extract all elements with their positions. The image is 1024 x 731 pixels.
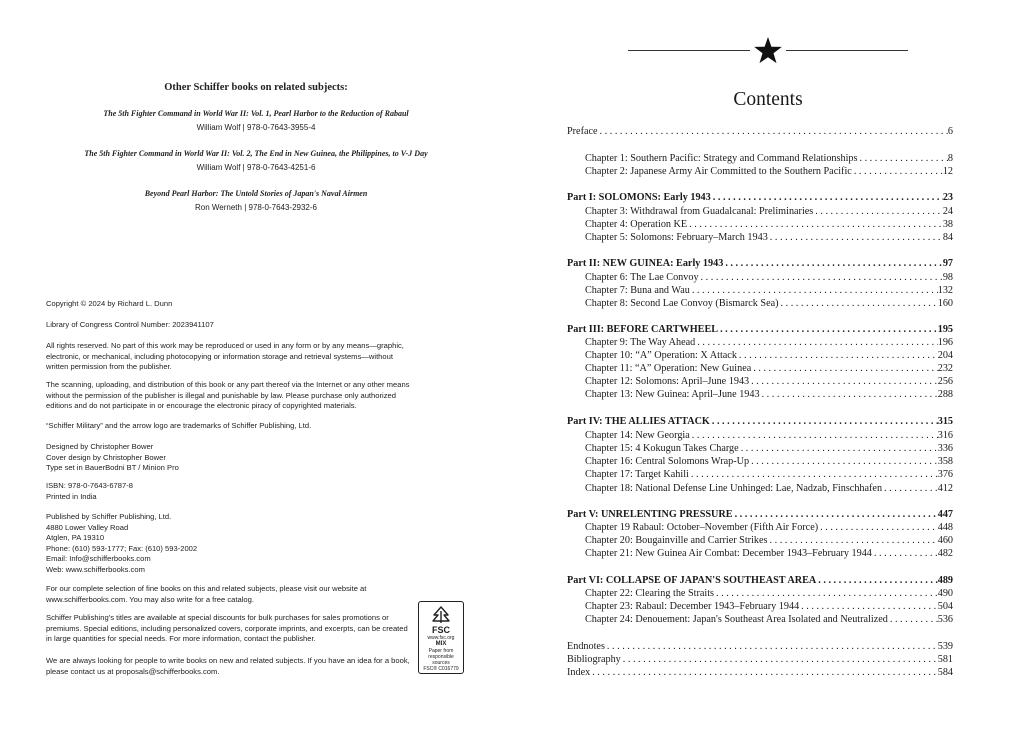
toc-chapter-entry[interactable] bbox=[585, 297, 953, 310]
toc-chapter-entry[interactable] bbox=[585, 388, 953, 401]
toc-chapter-entry[interactable] bbox=[585, 521, 953, 534]
toc-entry-title: Part III: BEFORE CARTWHEEL bbox=[567, 324, 719, 335]
isbn-line: ISBN: 978-0-7643-6787-8 bbox=[46, 481, 133, 490]
toc-entry-title: Chapter 13: New Guinea: April–June 1943 bbox=[585, 389, 760, 400]
rights-text: All rights reserved. No part of this work may be reproduced or used in any form or by any means—graphic, electronic, or mechanical, including photocopying or information storage and retrieval systems—without written permission from the publisher. bbox=[46, 341, 404, 372]
contents-title: Contents bbox=[733, 89, 803, 110]
toc-chapter-entry[interactable] bbox=[585, 429, 953, 442]
toc-entry-page: 256 bbox=[937, 376, 953, 387]
fsc-url: www.fsc.org bbox=[427, 635, 455, 641]
toc-entry-title: Chapter 6: The Lae Convoy bbox=[585, 272, 699, 283]
toc-entry-page: 490 bbox=[937, 588, 953, 599]
toc-leader-dots bbox=[711, 191, 943, 204]
toc-entry-title: Chapter 10: “A” Operation: X Attack bbox=[585, 350, 737, 361]
toc-entry[interactable] bbox=[567, 125, 953, 138]
toc-entry-title: Chapter 23: Rabaul: December 1943–February 1944 bbox=[585, 601, 800, 612]
toc-chapter-entry[interactable] bbox=[585, 349, 953, 362]
toc-entry-title: Chapter 24: Denouement: Japan's Southeast Area Isolated and Neutralized bbox=[585, 614, 888, 625]
toc-chapter-entry[interactable] bbox=[585, 362, 953, 375]
toc-leader-dots bbox=[779, 297, 938, 310]
toc-chapter-entry[interactable] bbox=[585, 205, 953, 218]
toc-leader-dots bbox=[710, 415, 938, 428]
toc-entry-page: 288 bbox=[937, 389, 953, 400]
publisher-block bbox=[46, 512, 412, 576]
toc-entry-page: 336 bbox=[937, 443, 953, 454]
toc-leader-dots bbox=[621, 653, 938, 666]
toc-entry-page: 8 bbox=[947, 153, 953, 164]
related-book-title: Beyond Pearl Harbor: The Untold Stories of Japan's Naval Airmen bbox=[144, 189, 368, 198]
toc-leader-dots bbox=[598, 125, 948, 138]
printed-in-line: Printed in India bbox=[46, 491, 97, 501]
toc-entry-title: Chapter 20: Bougainville and Carrier Strikes bbox=[585, 535, 768, 546]
toc-part-entry[interactable] bbox=[567, 574, 953, 587]
design-credits bbox=[46, 442, 412, 474]
toc-entry-title: Chapter 17: Target Kahili bbox=[585, 469, 689, 480]
toc-entry-title: Chapter 15: 4 Kokugun Takes Charge bbox=[585, 443, 739, 454]
toc-entry-title: Chapter 5: Solomons: February–March 1943 bbox=[585, 232, 768, 243]
toc-entry-page: 23 bbox=[942, 192, 953, 203]
toc-entry-title: Chapter 18: National Defense Line Unhinged: Lae, Nadzab, Finschhafen bbox=[585, 483, 883, 494]
toc-chapter-entry[interactable] bbox=[585, 375, 953, 388]
toc-entry-page: 460 bbox=[937, 535, 953, 546]
toc-chapter-entry[interactable] bbox=[585, 336, 953, 349]
toc-entry-title: Chapter 16: Central Solomons Wrap-Up bbox=[585, 456, 750, 467]
toc-chapter-entry[interactable] bbox=[585, 442, 953, 455]
lccn-block bbox=[46, 320, 412, 331]
publisher-line: Published by Schiffer Publishing, Ltd. bbox=[46, 512, 172, 521]
related-book bbox=[0, 108, 512, 134]
toc-entry-page: 204 bbox=[937, 350, 953, 361]
toc-entry-page: 358 bbox=[937, 456, 953, 467]
toc-leader-dots bbox=[737, 349, 938, 362]
toc-entry-title: Part VI: COLLAPSE OF JAPAN'S SOUTHEAST AREA bbox=[567, 575, 817, 586]
trademark-paragraph bbox=[46, 421, 412, 432]
toc-leader-dots bbox=[749, 455, 938, 468]
toc-leader-dots bbox=[695, 336, 937, 349]
toc-entry-title: Chapter 9: The Way Ahead bbox=[585, 337, 696, 348]
related-book-author-isbn: William Wolf | 978-0-7643-4251-6 bbox=[196, 163, 316, 172]
toc-entry-title: Chapter 21: New Guinea Air Combat: December 1943–February 1944 bbox=[585, 548, 872, 559]
toc-leader-dots bbox=[690, 284, 938, 297]
toc-chapter-entry[interactable] bbox=[585, 534, 953, 547]
trademark-text: “Schiffer Military” and the arrow logo are trademarks of Schiffer Publishing, Ltd. bbox=[46, 421, 312, 430]
publisher-line: Atglen, PA 19310 bbox=[46, 533, 105, 543]
toc-entry-title: Part I: SOLOMONS: Early 1943 bbox=[567, 192, 711, 203]
design-credit-line: Designed by Christopher Bower bbox=[46, 442, 154, 451]
toc-entry-title: Part V: UNRELENTING PRESSURE bbox=[567, 509, 733, 520]
design-credit-line: Cover design by Christopher Bower bbox=[46, 452, 166, 462]
toc-entry-page: 316 bbox=[937, 430, 953, 441]
fsc-code: FSC® C016779 bbox=[423, 666, 459, 672]
piracy-text: The scanning, uploading, and distribution of this book or any part thereof via the Internet or any other means without the permission of the publisher is illegal and punishable by law. Please purchase only authorized editions and do not participate in or encourage the electronic piracy of copyrighted materials. bbox=[46, 380, 410, 411]
toc-entry[interactable] bbox=[567, 640, 953, 653]
toc-entry-title: Bibliography bbox=[567, 654, 621, 665]
copyright-notice bbox=[46, 299, 412, 310]
toc-entry-title: Part II: NEW GUINEA: Early 1943 bbox=[567, 258, 724, 269]
toc-entry-title: Chapter 14: New Georgia bbox=[585, 430, 690, 441]
toc-entry-title: Chapter 2: Japanese Army Air Committed to the Southern Pacific bbox=[585, 166, 852, 177]
publisher-line: Email: Info@schifferbooks.com bbox=[46, 554, 151, 564]
selection-text: For our complete selection of fine books on this and related subjects, please visit our website at www.schifferbooks.com. You may also write for a free catalog. bbox=[46, 584, 367, 604]
toc-part-entry[interactable] bbox=[567, 415, 953, 428]
fsc-logo bbox=[418, 601, 464, 674]
toc-entry-page: 536 bbox=[937, 614, 953, 625]
publisher-line: 4880 Lower Valley Road bbox=[46, 522, 129, 532]
toc-entry-page: 195 bbox=[937, 324, 953, 335]
toc-leader-dots bbox=[818, 521, 938, 534]
toc-leader-dots bbox=[733, 508, 938, 521]
fsc-tree-icon bbox=[431, 606, 451, 624]
toc-entry-title: Chapter 3: Withdrawal from Guadalcanal: Preliminaries bbox=[585, 206, 814, 217]
toc-chapter-entry[interactable] bbox=[585, 152, 953, 165]
toc-chapter-entry[interactable] bbox=[585, 468, 953, 481]
fsc-responsible: responsible sources bbox=[428, 654, 454, 666]
toc-leader-dots bbox=[888, 613, 938, 626]
toc-entry-title: Endnotes bbox=[567, 641, 605, 652]
related-book-title: The 5th Fighter Command in World War II: Vol. 1, Pearl Harbor to the Reduction of Rabaul bbox=[103, 109, 409, 118]
toc-chapter-entry[interactable] bbox=[585, 271, 953, 284]
toc-entry-page: 12 bbox=[942, 166, 953, 177]
toc-part-entry[interactable] bbox=[567, 257, 953, 270]
toc-leader-dots bbox=[699, 271, 943, 284]
related-book-title: The 5th Fighter Command in World War II: Vol. 2, The End in New Guinea, the Philippines, to V-J Day bbox=[84, 149, 428, 158]
toc-chapter-entry[interactable] bbox=[585, 482, 953, 495]
piracy-paragraph bbox=[46, 380, 412, 412]
toc-entry-page: 232 bbox=[937, 363, 953, 374]
toc-entry[interactable] bbox=[567, 666, 953, 679]
toc-entry-title: Chapter 22: Clearing the Straits bbox=[585, 588, 715, 599]
toc-entry-title: Preface bbox=[567, 126, 598, 137]
toc-chapter-entry[interactable] bbox=[585, 613, 953, 626]
toc-entry-page: 489 bbox=[937, 575, 953, 586]
toc-entry-page: 376 bbox=[937, 469, 953, 480]
fsc-paper-from: Paper from bbox=[428, 648, 454, 654]
toc-entry-title: Chapter 1: Southern Pacific: Strategy and Command Relationships bbox=[585, 153, 858, 164]
toc-leader-dots bbox=[590, 666, 938, 679]
toc-leader-dots bbox=[714, 587, 938, 600]
toc-chapter-entry[interactable] bbox=[585, 455, 953, 468]
toc-entry-page: 581 bbox=[937, 654, 953, 665]
toc-leader-dots bbox=[690, 429, 938, 442]
specials-paragraph bbox=[46, 613, 412, 645]
toc-chapter-entry[interactable] bbox=[585, 284, 953, 297]
toc-chapter-entry[interactable] bbox=[585, 165, 953, 178]
toc-leader-dots bbox=[872, 547, 938, 560]
toc-entry-page: 97 bbox=[942, 258, 953, 269]
toc-entry-title: Index bbox=[567, 667, 591, 678]
toc-part-entry[interactable] bbox=[567, 323, 953, 336]
toc-leader-dots bbox=[739, 442, 938, 455]
toc-leader-dots bbox=[760, 388, 938, 401]
toc-chapter-entry[interactable] bbox=[585, 547, 953, 560]
toc-entry-title: Chapter 12: Solomons: April–June 1943 bbox=[585, 376, 750, 387]
toc-entry-title: Chapter 11: “A” Operation: New Guinea bbox=[585, 363, 752, 374]
toc-leader-dots bbox=[687, 218, 943, 231]
toc-leader-dots bbox=[749, 375, 938, 388]
toc-entry-page: 504 bbox=[937, 601, 953, 612]
toc-entry-page: 448 bbox=[937, 522, 953, 533]
toc-leader-dots bbox=[751, 362, 937, 375]
toc-chapter-entry[interactable] bbox=[585, 587, 953, 600]
toc-leader-dots bbox=[718, 323, 938, 336]
toc-entry-page: 482 bbox=[937, 548, 953, 559]
toc-entry-page: 84 bbox=[942, 232, 953, 243]
publisher-line: Web: www.schifferbooks.com bbox=[46, 564, 145, 574]
toc-entry-title: Chapter 8: Second Lae Convoy (Bismarck Sea) bbox=[585, 298, 779, 309]
toc-leader-dots bbox=[768, 534, 938, 547]
toc-entry-page: 38 bbox=[942, 219, 953, 230]
isbn-block bbox=[46, 481, 412, 502]
design-credit-line: Type set in BauerBodni BT / Minion Pro bbox=[46, 463, 179, 473]
toc-leader-dots bbox=[852, 165, 943, 178]
toc-chapter-entry[interactable] bbox=[585, 218, 953, 231]
toc-entry[interactable] bbox=[567, 653, 953, 666]
star-ornament bbox=[628, 35, 908, 65]
lccn-line: Library of Congress Control Number: 2023941107 bbox=[46, 320, 214, 329]
toc-chapter-entry[interactable] bbox=[585, 600, 953, 613]
publisher-line: Phone: (610) 593-1777; Fax: (610) 593-2002 bbox=[46, 543, 198, 553]
toc-leader-dots bbox=[605, 640, 938, 653]
contents-page bbox=[512, 0, 1024, 731]
authors-wanted-text: We are always looking for people to write books on new and related subjects. If you have an idea for a book, please contact us at proposals@schifferbooks.com. bbox=[46, 656, 410, 676]
toc-leader-dots bbox=[799, 600, 938, 613]
rights-paragraph bbox=[46, 341, 412, 373]
toc-entry-page: 584 bbox=[937, 667, 953, 678]
authors-wanted-paragraph bbox=[46, 656, 412, 677]
toc-entry-page: 98 bbox=[942, 272, 953, 283]
toc-entry-title: Chapter 7: Buna and Wau bbox=[585, 285, 690, 296]
toc-leader-dots bbox=[723, 257, 943, 270]
toc-leader-dots bbox=[768, 231, 943, 244]
selection-paragraph bbox=[46, 584, 412, 605]
toc-part-entry[interactable] bbox=[567, 191, 953, 204]
related-books-heading: Other Schiffer books on related subjects: bbox=[164, 82, 348, 93]
toc-entry-page: 539 bbox=[937, 641, 953, 652]
toc-entry-page: 132 bbox=[937, 285, 953, 296]
star-icon bbox=[754, 37, 782, 63]
related-book-author-isbn: William Wolf | 978-0-7643-3955-4 bbox=[196, 123, 316, 132]
specials-text: Schiffer Publishing's titles are available at special discounts for bulk purchases for sales promotions or premiums. Special editions, including personalized covers, corporate imprints, and excerpts, can be created in large quantities for special needs. For more information, contact the publisher. bbox=[46, 613, 408, 644]
toc-entry-page: 315 bbox=[937, 416, 953, 427]
toc-leader-dots bbox=[689, 468, 938, 481]
toc-entry-page: 6 bbox=[947, 126, 953, 137]
related-book bbox=[0, 188, 512, 214]
toc-entry-page: 24 bbox=[942, 206, 953, 217]
toc-entry-page: 196 bbox=[937, 337, 953, 348]
toc-entry-title: Part IV: THE ALLIES ATTACK bbox=[567, 416, 710, 427]
toc-entry-page: 447 bbox=[937, 509, 953, 520]
toc-entry-page: 160 bbox=[937, 298, 953, 309]
fsc-mix: MIX bbox=[435, 641, 447, 647]
toc-leader-dots bbox=[882, 482, 938, 495]
fsc-label: FSC bbox=[432, 625, 450, 635]
toc-leader-dots bbox=[813, 205, 943, 218]
toc-entry-title: Chapter 4: Operation KE bbox=[585, 219, 688, 230]
related-book bbox=[0, 148, 512, 174]
toc-chapter-entry[interactable] bbox=[585, 231, 953, 244]
copyright-line: Copyright © 2024 by Richard L. Dunn bbox=[46, 299, 173, 308]
toc-leader-dots bbox=[857, 152, 947, 165]
toc-entry-title: Chapter 19 Rabaul: October–November (Fifth Air Force) bbox=[585, 522, 819, 533]
toc-entry-page: 412 bbox=[937, 483, 953, 494]
toc-part-entry[interactable] bbox=[567, 508, 953, 521]
related-book-author-isbn: Ron Werneth | 978-0-7643-2932-6 bbox=[194, 203, 317, 212]
toc-leader-dots bbox=[816, 574, 937, 587]
